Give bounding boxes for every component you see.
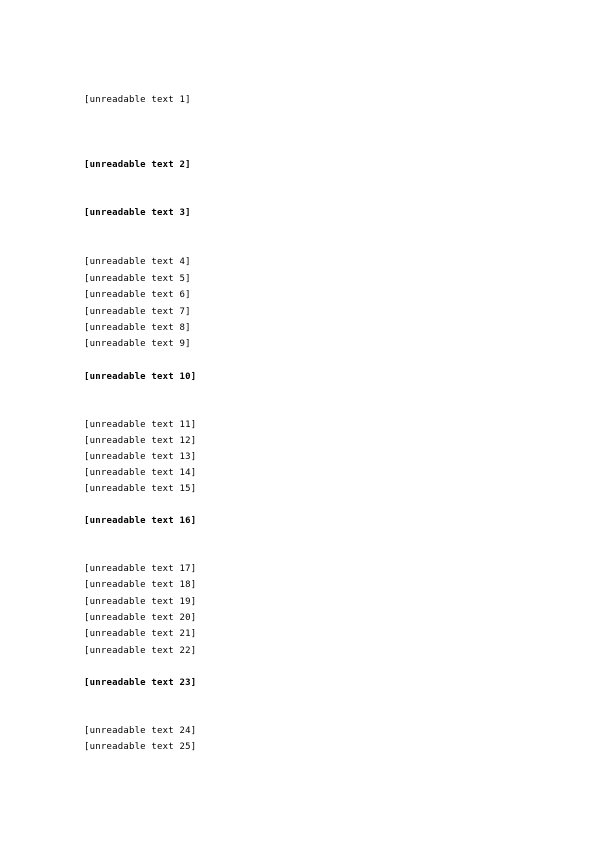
section-heading: [unreadable text 10] <box>84 372 197 382</box>
paragraph-line: [unreadable text 17] <box>84 564 197 574</box>
paragraph-line: [unreadable text 24] <box>84 726 197 736</box>
paragraph-line: [unreadable text 7] <box>84 307 191 317</box>
paragraph-line: [unreadable text 9] <box>84 339 191 349</box>
document-header: [unreadable text 1] <box>84 95 191 105</box>
paragraph-line: [unreadable text 21] <box>84 629 197 639</box>
document-title: [unreadable text 2] <box>84 160 191 170</box>
paragraph-line: [unreadable text 4] <box>84 257 191 267</box>
paragraph-line: [unreadable text 5] <box>84 274 191 284</box>
section-heading: [unreadable text 16] <box>84 516 197 526</box>
paragraph-line: [unreadable text 14] <box>84 468 197 478</box>
paragraph-line: [unreadable text 6] <box>84 290 191 300</box>
paragraph-line: [unreadable text 15] <box>84 484 197 494</box>
paragraph-line: [unreadable text 11] <box>84 420 197 430</box>
paragraph-line: [unreadable text 22] <box>84 646 197 656</box>
paragraph-line: [unreadable text 8] <box>84 323 191 333</box>
paragraph-line: [unreadable text 18] <box>84 580 197 590</box>
paragraph-line: [unreadable text 19] <box>84 597 197 607</box>
section-heading: [unreadable text 3] <box>84 208 191 218</box>
paragraph-line: [unreadable text 25] <box>84 742 197 752</box>
section-heading: [unreadable text 23] <box>84 678 197 688</box>
paragraph-line: [unreadable text 20] <box>84 613 197 623</box>
paragraph-line: [unreadable text 13] <box>84 452 197 462</box>
paragraph-line: [unreadable text 12] <box>84 436 197 446</box>
